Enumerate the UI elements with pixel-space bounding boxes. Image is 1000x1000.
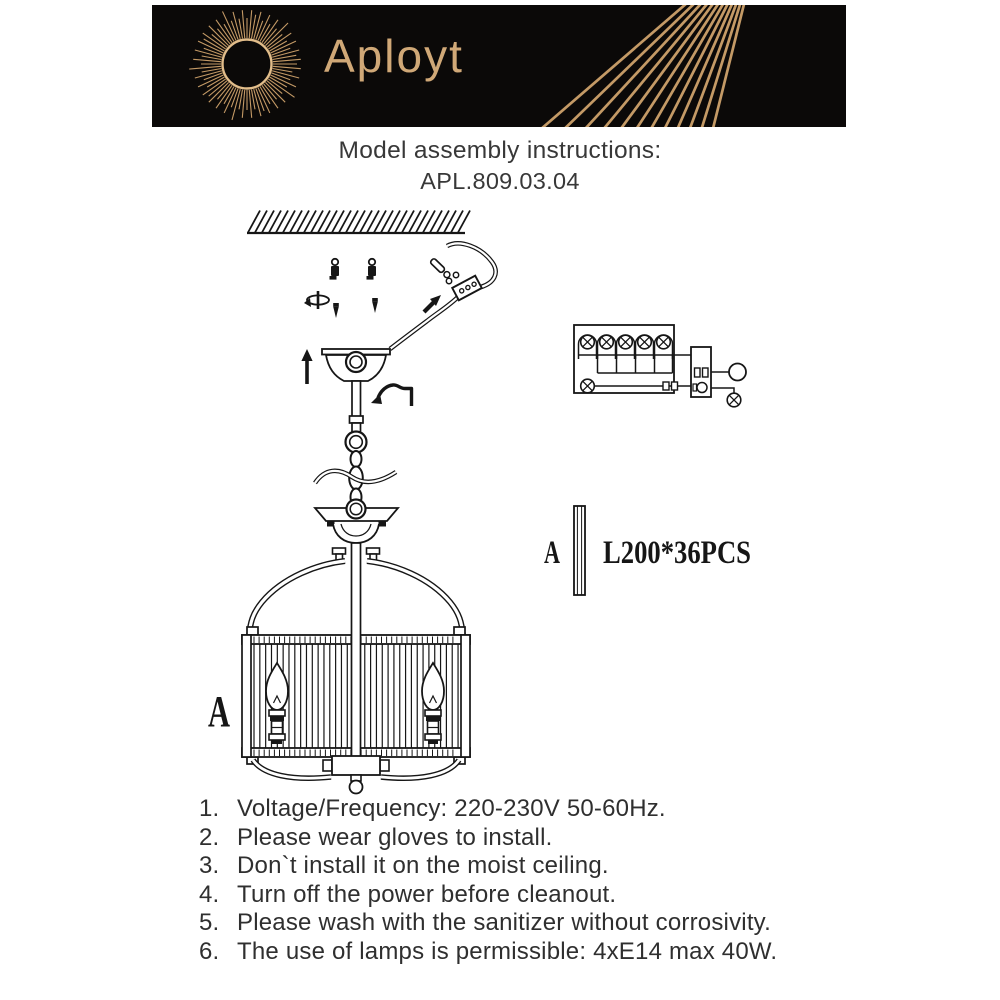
up-arrow-icon	[301, 349, 312, 384]
center-rod	[352, 543, 361, 757]
instructions-list	[199, 795, 879, 967]
hook-tool-icon	[371, 385, 412, 406]
page-title: Model assembly instructions:	[338, 137, 662, 164]
instruction-item	[199, 909, 879, 938]
item-text: Please wear gloves to install.	[237, 823, 553, 851]
terminal-screw-icon	[453, 272, 458, 277]
item-text: Turn off the power before cleanout.	[237, 880, 617, 908]
junction-circle-icon	[729, 364, 746, 381]
candle-bulb-icon	[266, 663, 288, 744]
wiring-diagram	[574, 325, 746, 407]
item-text: Voltage/Frequency: 220-230V 50-60Hz.	[237, 795, 666, 822]
wall-anchor-icon	[330, 259, 340, 280]
wall-anchor-icon	[367, 259, 377, 280]
power-cord	[390, 243, 496, 349]
item-text: Don`t install it on the moist ceiling.	[237, 852, 609, 880]
terminal-pin-icon	[430, 258, 451, 279]
screw-icon	[372, 298, 378, 313]
item-text: The use of lamps is permissible: 4xE14 max 40W.	[237, 937, 778, 965]
part-label-a: A	[544, 535, 561, 571]
instruction-item	[199, 852, 879, 881]
terminal-screw-icon	[446, 278, 451, 283]
model-number: APL.809.03.04	[420, 168, 580, 194]
fixture-top-plate	[315, 500, 398, 544]
instruction-item	[199, 824, 879, 853]
item-number: 5.	[199, 909, 220, 937]
terminal-block-icon	[452, 276, 482, 301]
item-number: 1.	[199, 795, 220, 822]
direction-arrow-icon	[424, 295, 441, 312]
assembly-label-a: A	[208, 687, 231, 736]
item-number: 6.	[199, 937, 220, 965]
rotate-icon	[304, 291, 329, 309]
crystal-rod-part-icon	[574, 506, 585, 595]
part-spec: L200*36PCS	[603, 535, 751, 571]
screw-icon	[333, 303, 339, 318]
item-text: Please wash with the sanitizer without corrosivity.	[237, 909, 771, 937]
lamp-symbols	[581, 335, 741, 407]
ceiling-canopy	[322, 349, 390, 381]
item-number: 2.	[199, 823, 220, 851]
instruction-item	[199, 795, 879, 824]
bottom-assembly	[253, 756, 459, 794]
instruction-item	[199, 938, 879, 967]
item-number: 4.	[199, 880, 220, 908]
instruction-item	[199, 881, 879, 910]
hanging-rod	[346, 381, 367, 453]
ceiling-hatch	[248, 211, 470, 233]
item-number: 3.	[199, 852, 220, 880]
brand-logo-text: Aployt	[324, 30, 464, 82]
